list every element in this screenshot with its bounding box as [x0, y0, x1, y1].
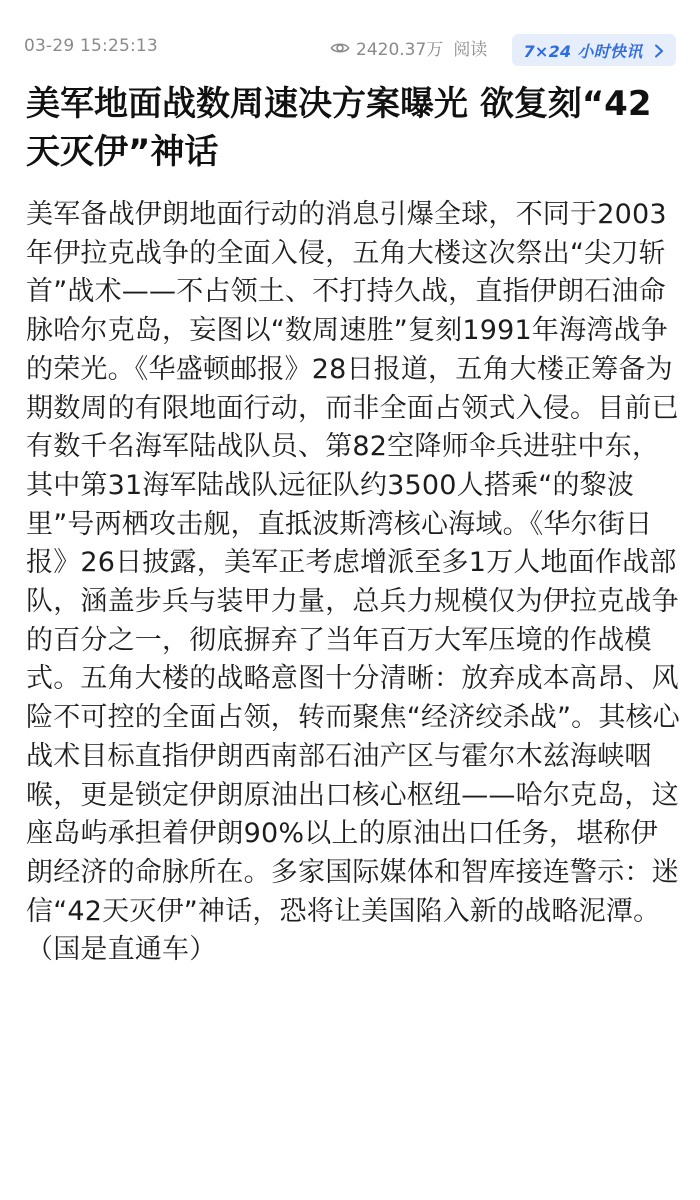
article-body: 美军备战伊朗地面行动的消息引爆全球，不同于2003年伊拉克战争的全面入侵，五角大楼这次祭出“尖刀斩首”战术——不占领土、不打持久战，直指伊朗石油命脉哈尔克岛，妄图以“数周速胜”复刻1991年海湾战争的荣光。《华盛顿邮报》28日报道，五角大楼正筹备为期数周的有限地面行动，而非全面占领式入侵。目前已有数千名海军陆战队员、第82空降师伞兵进驻中东，其中第31海军陆战队远征队约3500人搭乘“的黎波里”号两栖攻击舰，直抵波斯湾核心海域。《华尔街日报》26日披露，美军正考虑增派至多1万人地面作战部队，涵盖步兵与装甲力量，总兵力规模仅为伊拉克战争的百分之一，彻底摒弃了当年百万大军压境的作战模式。五角大楼的战略意图十分清晰：放弃成本高昂、风险不可控的全面占领，转而聚焦“经济绞杀战”。其核心战术目标直指伊朗西南部石油产区与霍尔木兹海峡咽喉，更是锁定伊朗原油出口核心枢纽——哈尔克岛，这座岛屿承担着伊朗90%以上的原油出口任务，堪称伊朗经济的命脉所在。多家国际媒体和智库接连警示：迷信“42天灭伊”神话，恐将让美国陷入新的战略泥潭。（国是直通车） — [26, 199, 680, 966]
chevron-right-icon — [653, 43, 665, 57]
article-title: 美军地面战数周速决方案曝光 欲复刻“42天灭伊”神话 — [26, 84, 652, 172]
flash-news-label: 7×24 小时快讯 — [523, 41, 643, 61]
publish-timestamp: 03-29 15:25:13 — [24, 36, 158, 56]
view-count-suffix: 阅读 — [453, 40, 488, 60]
eye-icon — [330, 38, 350, 58]
flash-news-button[interactable] — [512, 34, 676, 66]
view-count-value: 2420.37万 — [356, 40, 444, 60]
view-count — [330, 35, 487, 60]
